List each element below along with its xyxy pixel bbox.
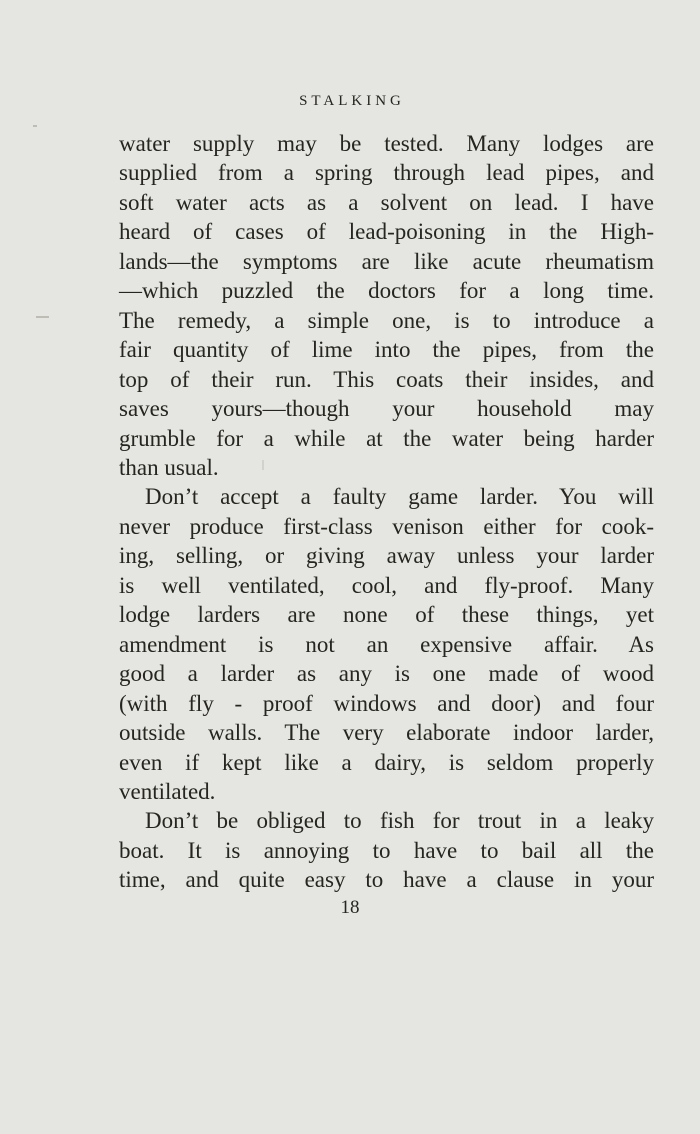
text-line: (with fly - proof windows and door) and four: [119, 690, 654, 716]
paper-blemish: [262, 460, 264, 470]
text-line: saves yours—though your household may: [119, 396, 654, 422]
text-line: good a larder as any is one made of wood: [119, 661, 654, 687]
text-line: lands—the symptoms are like acute rheumatism: [119, 248, 654, 274]
text-line: top of their run. This coats their insides, and: [119, 366, 654, 392]
text-line: time, and quite easy to have a clause in your: [119, 867, 654, 893]
text-line: lodge larders are none of these things, yet: [119, 602, 654, 628]
text-line: supplied from a spring through lead pipes, and: [119, 160, 654, 186]
text-line: ventilated.: [119, 778, 216, 804]
text-line: amendment is not an expensive affair. As: [119, 631, 654, 657]
text-line: ing, selling, or giving away unless your larder: [119, 543, 654, 569]
text-line: never produce first-class venison either for cook-: [119, 513, 654, 539]
margin-mark: [36, 316, 49, 318]
text-line: is well ventilated, cool, and fly-proof. Many: [119, 572, 654, 598]
text-line: Don’t be obliged to fish for trout in a leaky: [145, 808, 654, 834]
running-head: STALKING: [299, 93, 405, 109]
text-line: The remedy, a simple one, is to introduce a: [119, 307, 654, 333]
text-line: than usual.: [119, 454, 219, 480]
text-line: Don’t accept a faulty game larder. You will: [145, 484, 654, 510]
text-line: water supply may be tested. Many lodges are: [119, 131, 654, 156]
text-line: outside walls. The very elaborate indoor larder,: [119, 720, 654, 746]
text-line: heard of cases of lead-poisoning in the High-: [119, 219, 654, 245]
margin-mark: [33, 125, 37, 127]
body-text: [119, 129, 654, 895]
text-line: boat. It is annoying to have to bail all the: [119, 837, 654, 863]
text-line: soft water acts as a solvent on lead. I have: [119, 189, 654, 215]
text-line: —which puzzled the doctors for a long time.: [119, 278, 654, 304]
text-line: fair quantity of lime into the pipes, from the: [119, 337, 654, 363]
text-line: even if kept like a dairy, is seldom properly: [119, 749, 654, 775]
text-line: grumble for a while at the water being harder: [119, 425, 654, 451]
page-number: 18: [340, 897, 360, 918]
